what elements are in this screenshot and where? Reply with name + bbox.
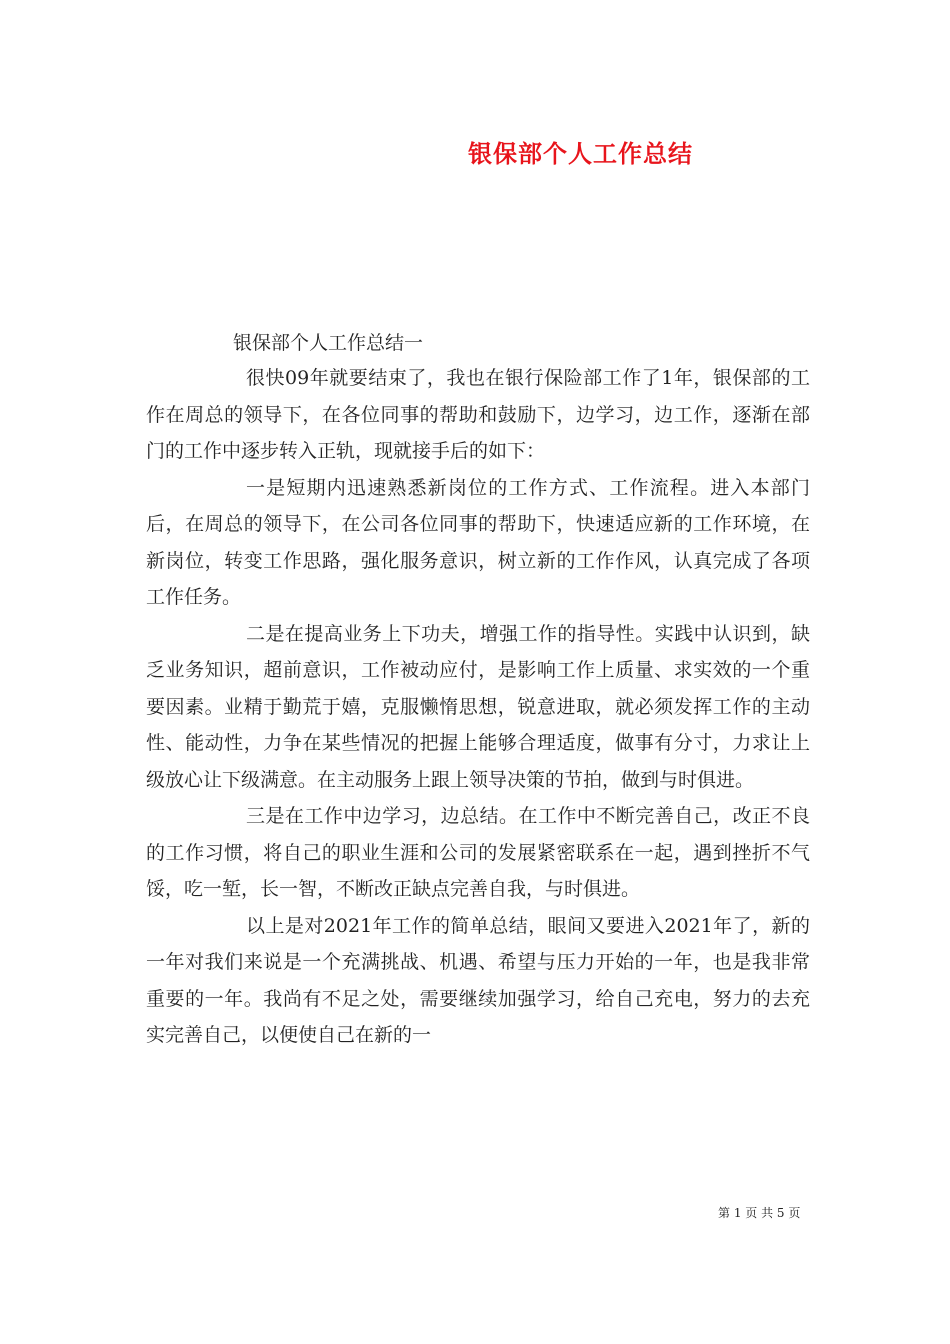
paragraph-point-two: 二是在提高业务上下功夫，增强工作的指导性。实践中认识到，缺乏业务知识，超前意识，工作被动应付，是影响工作上质量、求实效的一个重要因素。业精于勤荒于嬉，克服懒惰思想，锐意进取，就必须发挥工作的主动性、能动性，力争在某些情况的把握上能够合理适度，做事有分寸，力求让上级放心让下级满意。在主动服务上跟上领导决策的节拍，做到与时俱进。 xyxy=(146,622,810,791)
page-number-footer: 第 1 页 共 5 页 xyxy=(718,1206,801,1220)
section-subtitle: 银保部个人工作总结一 xyxy=(233,332,424,354)
paragraph-intro: 很快09年就要结束了，我也在银行保险部工作了1年，银保部的工作在周总的领导下，在各位同事的帮助和鼓励下，边学习，边工作，逐渐在部门的工作中逐步转入正轨，现就接手后的如下： xyxy=(146,367,810,462)
document-body xyxy=(146,360,810,1054)
page-title: 银保部个人工作总结 xyxy=(468,140,693,168)
paragraph-point-three: 三是在工作中边学习，边总结。在工作中不断完善自己，改正不良的工作习惯，将自己的职业生涯和公司的发展紧密联系在一起，遇到挫折不气馁，吃一堑，长一智，不断改正缺点完善自我，与时俱进。 xyxy=(146,805,810,900)
paragraph-conclusion: 以上是对2021年工作的简单总结，眼间又要进入2021年了，新的一年对我们来说是一个充满挑战、机遇、希望与压力开始的一年，也是我非常重要的一年。我尚有不足之处，需要继续加强学习，给自己充电，努力的去充实完善自己，以便使自己在新的一 xyxy=(146,914,810,1046)
paragraph-point-one: 一是短期内迅速熟悉新岗位的工作方式、工作流程。进入本部门后，在周总的领导下，在公司各位同事的帮助下，快速适应新的工作环境，在新岗位，转变工作思路，强化服务意识，树立新的工作作风，认真完成了各项工作任务。 xyxy=(146,476,810,608)
